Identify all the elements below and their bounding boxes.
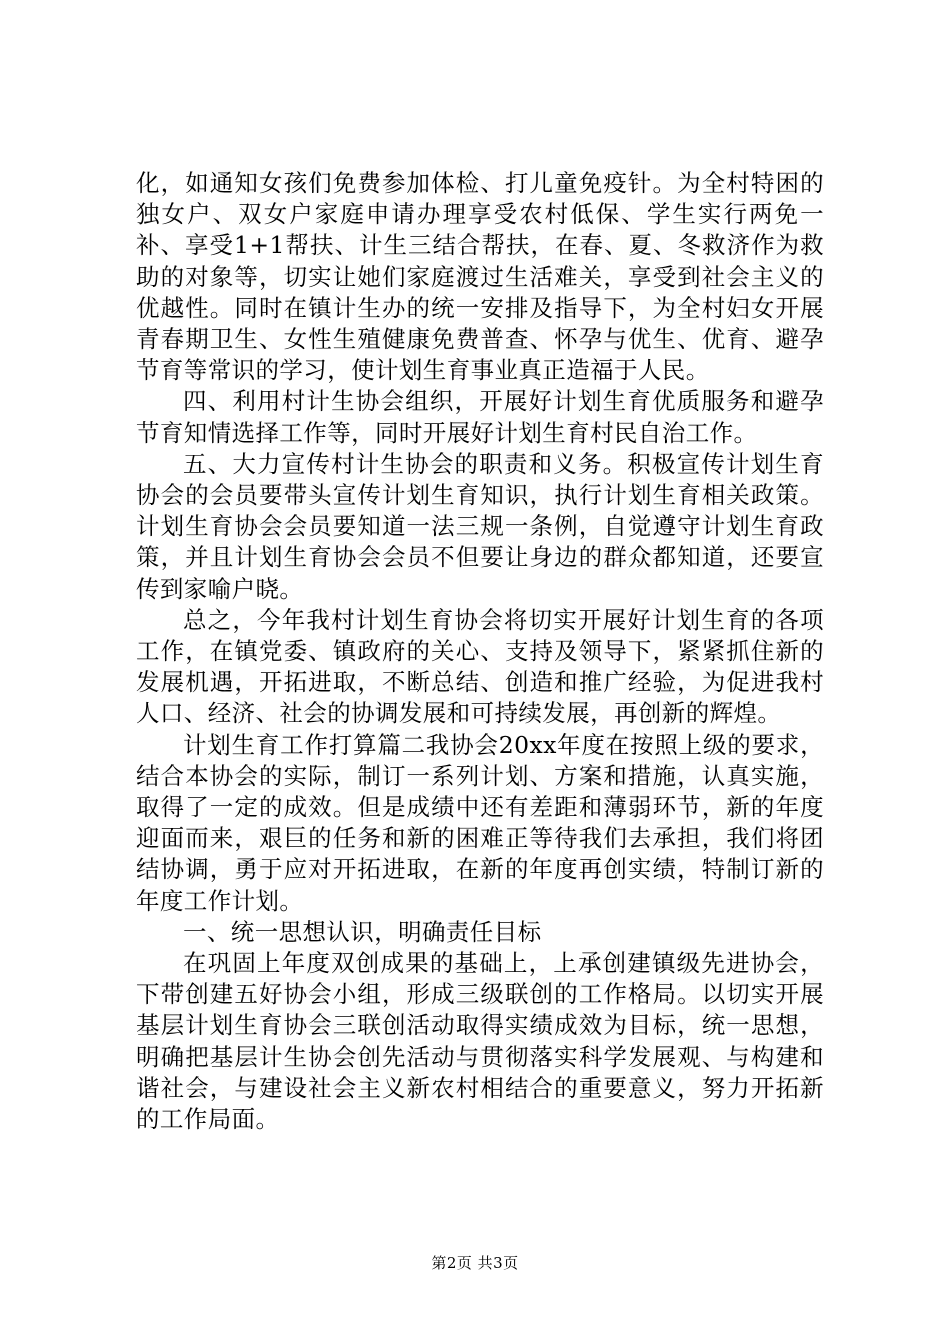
page-number-footer: 第2页 共3页 (431, 1254, 519, 1272)
section-heading: 一、统一思想认识，明确责任目标 (183, 917, 542, 946)
paragraph-2: 四、利用村计生协会组织，开展好计划生育优质服务和避孕节育知情选择工作等，同时开展好计划生育村民自治工作。 (136, 387, 824, 447)
paragraph-7: 在巩固上年度双创成果的基础上，上承创建镇级先进协会，下带创建五好协会小组，形成三级联创的工作格局。以切实开展基层计划生育协会三联创活动取得实绩成效为目标，统一思想，明确把基层计生协会创先活动与贯彻落实科学发展观、与构建和谐社会，与建设社会主义新农村相结合的重要意义，努力开拓新的工作局面。 (136, 949, 824, 1134)
paragraph-3: 五、大力宣传村计生协会的职责和义务。积极宣传计划生育协会的会员要带头宣传计划生育知识，执行计划生育相关政策。计划生育协会会员要知道一法三规一条例，自觉遵守计划生育政策，并且计划生育协会会员不但要让身边的群众都知道，还要宣传到家喻户晓。 (136, 449, 824, 603)
paragraph-5: 计划生育工作打算篇二我协会20xx年度在按照上级的要求，结合本协会的实际，制订一系列计划、方案和措施，认真实施，取得了一定的成效。但是成绩中还有差距和薄弱环节，新的年度迎面而来，艰巨的任务和新的困难正等待我们去承担，我们将团结协调，勇于应对开拓进取，在新的年度再创实绩，特制订新的年度工作计划。 (136, 730, 824, 915)
paragraph-1: 化，如通知女孩们免费参加体检、打儿童免疫针。为全村特困的独女户、双女户家庭申请办理享受农村低保、学生实行两免一补、享受1+1帮扶、计生三结合帮扶，在春、夏、冬救济作为救助的对象等，切实让她们家庭渡过生活难关，享受到社会主义的优越性。同时在镇计生办的统一安排及指导下，为全村妇女开展青春期卫生、女性生殖健康免费普查、怀孕与优生、优育、避孕节育等常识的学习，使计划生育事业真正造福于人民。 (136, 169, 824, 385)
document-body (136, 168, 824, 1135)
paragraph-4: 总之，今年我村计划生育协会将切实开展好计划生育的各项工作，在镇党委、镇政府的关心、支持及领导下，紧紧抓住新的发展机遇，开拓进取，不断总结、创造和推广经验，为促进我村人口、经济、社会的协调发展和可持续发展，再创新的辉煌。 (136, 605, 824, 728)
